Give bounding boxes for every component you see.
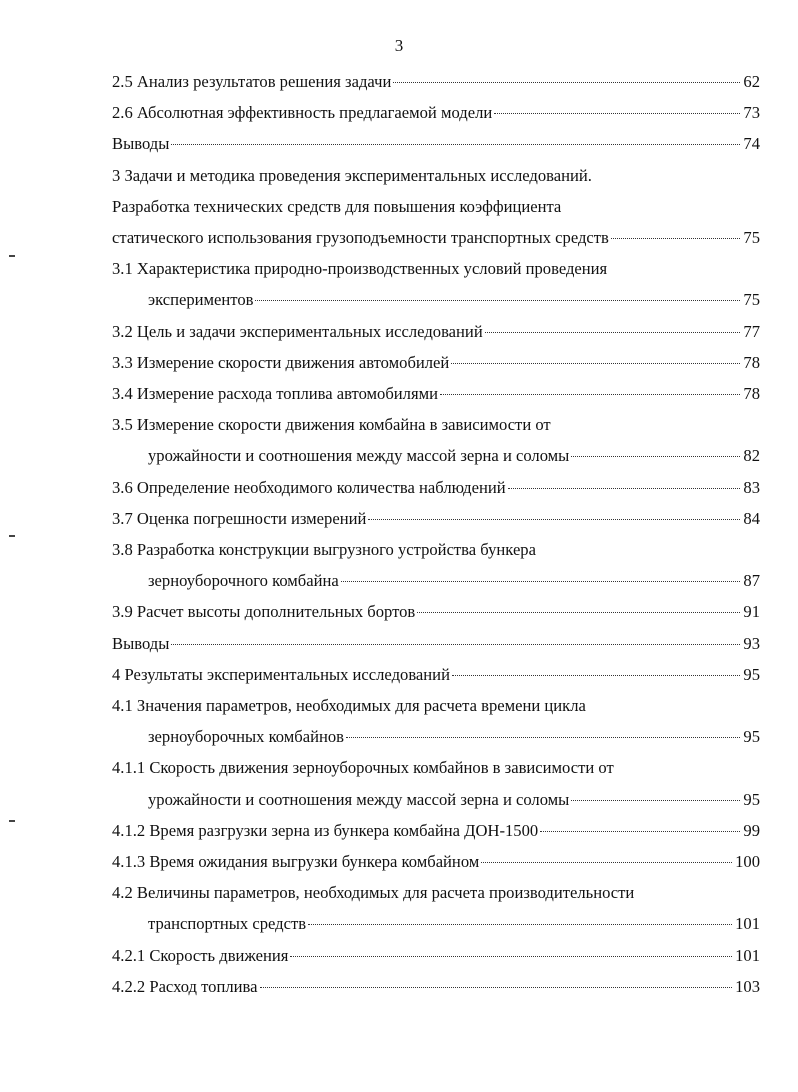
toc-entry-title: 3.1 Характеристика природно-производственных условий проведения (112, 259, 608, 279)
toc-entry (112, 877, 760, 939)
page-number: 3 (394, 36, 404, 55)
toc-line (112, 347, 760, 378)
toc-line (112, 284, 760, 315)
toc-entry-title: 4.2 Величины параметров, необходимых для расчета производительности (112, 883, 635, 903)
dot-leader (260, 987, 733, 988)
toc-line (112, 440, 760, 471)
toc-page-number: 62 (743, 72, 760, 91)
toc-entry-title: 4.2.2 Расход топлива (112, 976, 258, 996)
toc-line (112, 222, 760, 253)
toc-page-number: 75 (743, 290, 760, 310)
toc-page-number: 74 (743, 134, 760, 154)
toc-entry (112, 503, 760, 534)
toc-entry (112, 472, 760, 503)
toc-entry-title: урожайности и соотношения между массой зерна и соломы (148, 789, 570, 809)
toc-entry-title: 4.1 Значения параметров, необходимых для расчета времени цикла (112, 696, 586, 716)
toc-entry (112, 628, 760, 659)
dot-leader (440, 394, 740, 395)
scan-margin-mark (9, 820, 15, 822)
toc-line (112, 877, 760, 908)
toc-entry (112, 534, 760, 596)
toc-page-number: 99 (743, 820, 760, 840)
toc-page-number: 78 (743, 384, 760, 404)
toc-entry-title: 4 Результаты экспериментальных исследований (112, 664, 450, 684)
toc-entry (112, 940, 760, 971)
toc-entry-title: 4.1.3 Время ожидания выгрузки бункера комбайном (112, 852, 480, 872)
toc-page-number: 100 (735, 852, 760, 872)
toc-entry-title: 2.5 Анализ результатов решения задачи (112, 72, 392, 91)
toc-entry-title: 3.9 Расчет высоты дополнительных бортов (112, 602, 416, 622)
toc-entry-title: 3.3 Измерение скорости движения автомобилей (112, 352, 450, 372)
toc-entry (112, 752, 760, 814)
toc-entry-title: 4.1.2 Время разгрузки зерна из бункера комбайна ДОН-1500 (112, 820, 539, 840)
toc-line (112, 316, 760, 347)
toc-line (112, 66, 760, 97)
dot-leader (255, 300, 740, 301)
dot-leader (452, 675, 740, 676)
toc-entry-title: зерноуборочных комбайнов (148, 727, 344, 747)
dot-leader (393, 82, 740, 83)
toc-entry (112, 160, 760, 254)
toc-line (112, 97, 760, 128)
dot-leader (571, 800, 740, 801)
toc-page-number: 103 (735, 976, 760, 996)
dot-leader (571, 456, 740, 457)
toc-entry-title: зерноуборочного комбайна (148, 571, 339, 591)
toc-entry-title: урожайности и соотношения между массой зерна и соломы (148, 446, 570, 466)
toc-entry (112, 316, 760, 347)
toc-page-number: 93 (743, 633, 760, 653)
dot-leader (451, 363, 740, 364)
toc-line (112, 191, 760, 222)
toc-page-number: 83 (743, 477, 760, 497)
toc-page-number: 87 (743, 571, 760, 591)
toc-entry (112, 128, 760, 159)
toc-entry (112, 378, 760, 409)
toc-line (112, 534, 760, 565)
toc-line (112, 721, 760, 752)
toc-line (112, 160, 760, 191)
toc-entry (112, 690, 760, 752)
dot-leader (494, 113, 740, 114)
toc-line (112, 659, 760, 690)
toc-entry-title: 4.1.1 Скорость движения зерноуборочных комбайнов в зависимости от (112, 758, 614, 778)
toc-page-number: 91 (743, 602, 760, 622)
toc-line (112, 846, 760, 877)
toc-entry (112, 815, 760, 846)
dot-leader (171, 644, 740, 645)
dot-leader (481, 862, 732, 863)
toc-line (112, 752, 760, 783)
toc-line (112, 565, 760, 596)
toc-page-number: 95 (743, 664, 760, 684)
toc-entry-title: Выводы (112, 633, 170, 653)
toc-line (112, 503, 760, 534)
toc-entry (112, 409, 760, 471)
toc-line (112, 784, 760, 815)
toc-entry-title: 3.6 Определение необходимого количества наблюдений (112, 477, 506, 497)
toc-entry (112, 971, 760, 1002)
toc-line (112, 472, 760, 503)
toc-entry-title: 3.5 Измерение скорости движения комбайна в зависимости от (112, 415, 551, 435)
toc-page-number: 75 (743, 228, 760, 248)
toc-page-number: 95 (743, 789, 760, 809)
dot-leader (308, 924, 732, 925)
toc-line (112, 690, 760, 721)
toc-entry-title: 3.4 Измерение расхода топлива автомобилями (112, 384, 438, 404)
dot-leader (540, 831, 740, 832)
toc-line (112, 971, 760, 1002)
dot-leader (346, 737, 740, 738)
dot-leader (341, 581, 741, 582)
toc-entry-title: 3.8 Разработка конструкции выгрузного устройства бункера (112, 540, 536, 560)
toc-entry (112, 347, 760, 378)
dot-leader (368, 519, 740, 520)
toc-line (112, 628, 760, 659)
toc-page-number: 84 (743, 508, 760, 528)
toc-entry-title: 3.2 Цель и задачи экспериментальных исследований (112, 321, 483, 341)
scan-margin-mark (9, 255, 15, 257)
toc-entry (112, 66, 760, 97)
toc-entry (112, 97, 760, 128)
toc-entry-title: 3 Задачи и методика проведения экспериментальных исследований. (112, 165, 592, 185)
toc-page-number: 77 (743, 321, 760, 341)
toc-entry (112, 596, 760, 627)
toc-entry (112, 253, 760, 315)
scan-margin-mark (9, 535, 15, 537)
toc-line (112, 908, 760, 939)
dot-leader (485, 332, 741, 333)
toc-entry-title: экспериментов (148, 290, 254, 310)
toc-entry (112, 846, 760, 877)
toc-entry-title: 3.7 Оценка погрешности измерений (112, 508, 367, 528)
toc-entry-title: транспортных средств (148, 914, 307, 934)
toc-page-number: 73 (743, 103, 760, 123)
toc-entry-title: 2.6 Абсолютная эффективность предлагаемой модели (112, 103, 493, 123)
toc-line (112, 128, 760, 159)
toc-line (112, 253, 760, 284)
toc-page-number: 101 (735, 914, 760, 934)
toc-line (112, 409, 760, 440)
dot-leader (171, 144, 740, 145)
toc-entry-title: Выводы (112, 134, 170, 154)
toc-page-number: 101 (735, 945, 760, 965)
dot-leader (290, 956, 732, 957)
toc-page-number: 82 (743, 446, 760, 466)
dot-leader (611, 238, 741, 239)
toc-entry (112, 659, 760, 690)
toc-line (112, 815, 760, 846)
toc-page-number: 78 (743, 352, 760, 372)
dot-leader (417, 612, 740, 613)
toc-entry-title: 4.2.1 Скорость движения (112, 945, 289, 965)
toc-entry-title: Разработка технических средств для повышения коэффициента (112, 196, 562, 216)
toc-line (112, 378, 760, 409)
dot-leader (508, 488, 741, 489)
toc-entry-title: статического использования грузоподъемности транспортных средств (112, 228, 609, 248)
toc-line (112, 940, 760, 971)
toc-page-number: 95 (743, 727, 760, 747)
toc-line (112, 596, 760, 627)
table-of-contents (112, 66, 760, 1002)
